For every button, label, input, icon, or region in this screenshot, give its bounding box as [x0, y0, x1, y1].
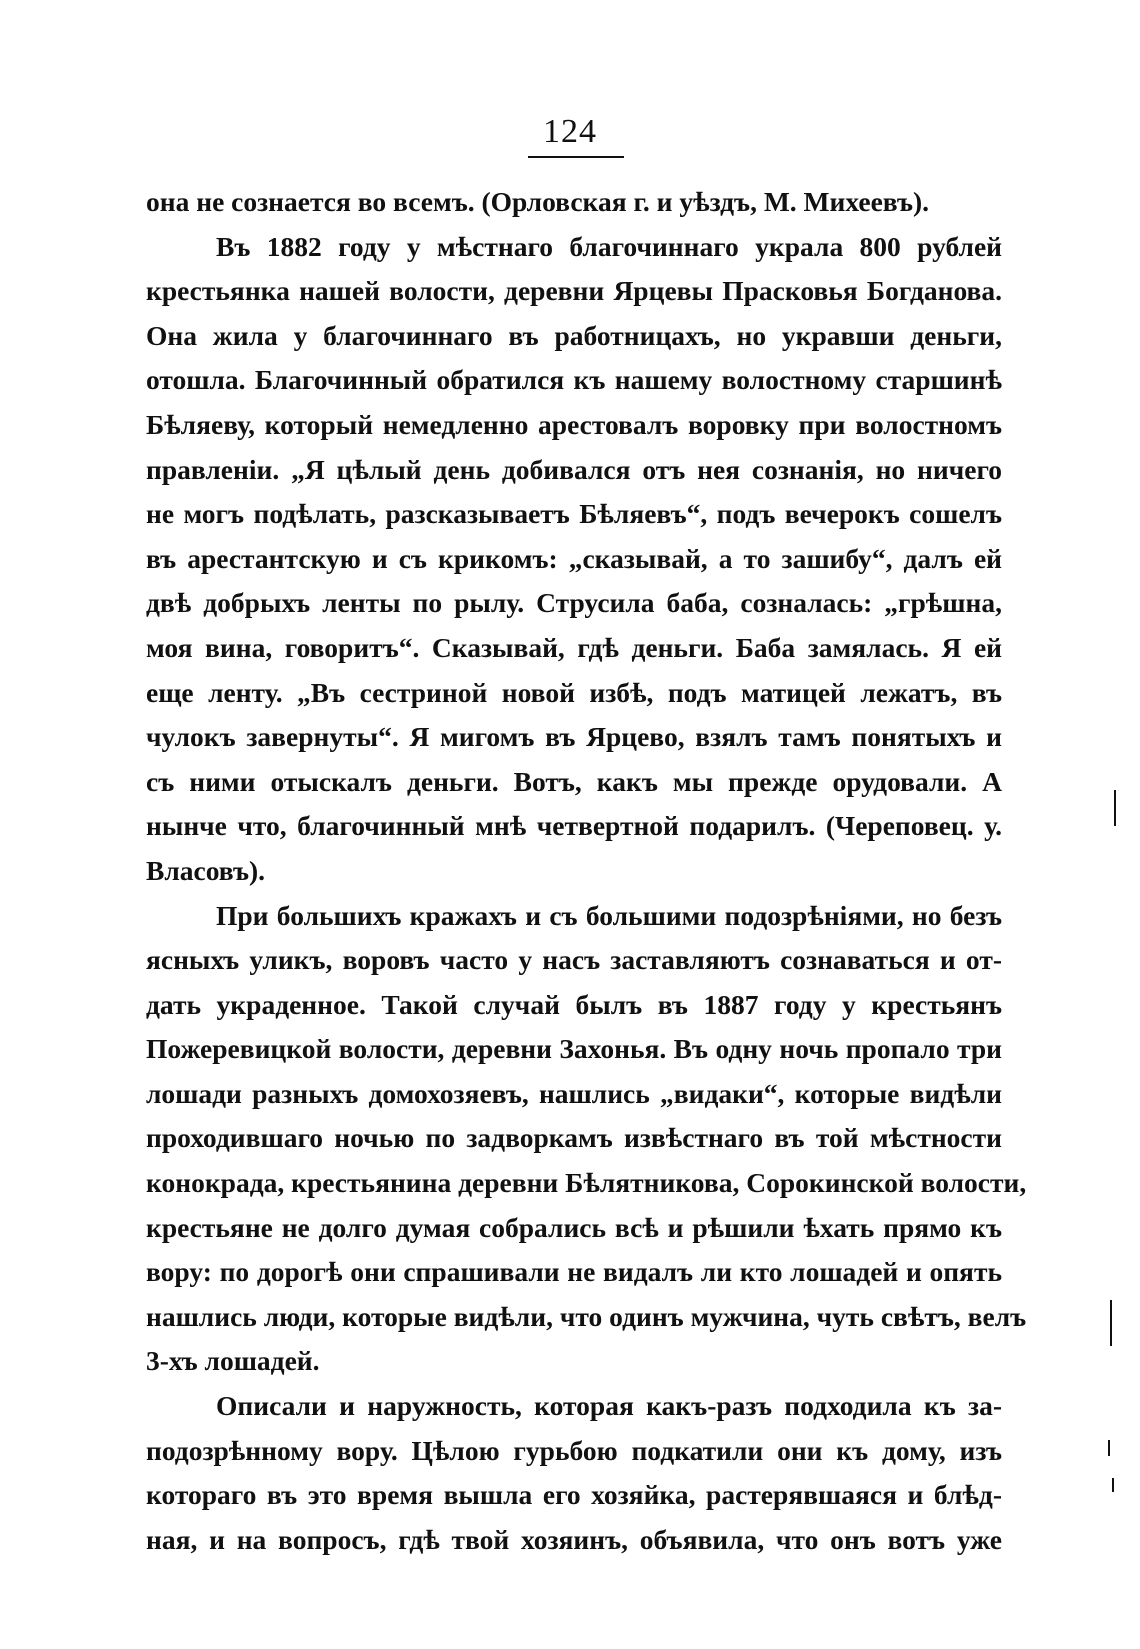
text-line: дать украденное. Такой случай былъ въ 1887 году у крестьянъ	[146, 988, 1002, 1020]
text-line: моя вина, говоритъ“. Сказывай, гдѣ деньги. Баба замялась. Я ей	[146, 631, 1002, 663]
text-line: правленіи. „Я цѣлый день добивался отъ нея сознанія, но ничего	[146, 453, 1002, 485]
margin-scan-mark	[1114, 790, 1116, 826]
text-line: ная, и на вопросъ, гдѣ твой хозяинъ, объявила, что онъ вотъ уже	[146, 1523, 1002, 1555]
text-line: двѣ добрыхъ ленты по рылу. Струсила баба, созналась: „грѣшна,	[146, 587, 1002, 619]
text-line: чулокъ завернуты“. Я мигомъ въ Ярцево, взялъ тамъ понятыхъ и	[146, 721, 1002, 753]
page-number: 124	[543, 113, 597, 150]
text-line: не могъ подѣлать, разсказываетъ Бѣляевъ“, подъ вечерокъ сошелъ	[146, 498, 1002, 530]
text-line: лошади разныхъ домохозяевъ, нашлись „видаки“, которые видѣли	[146, 1077, 1002, 1109]
margin-scan-mark	[1108, 1440, 1110, 1456]
text-line: Описали и наружность, которая какъ-разъ подходила къ за-	[216, 1390, 1002, 1422]
text-line: вору: по дорогѣ они спрашивали не видалъ ли кто лошадей и опять	[146, 1256, 1002, 1288]
text-line: крестьянка нашей волости, деревни Ярцевы Прасковья Богданова.	[146, 275, 1002, 307]
text-line: подозрѣнному вору. Цѣлою гурьбою подкатили они къ дому, изъ	[146, 1434, 1002, 1466]
text-line: конокрада, крестьянина деревни Бѣлятникова, Сорокинской волости,	[146, 1167, 1027, 1199]
text-line: нынче что, благочинный мнѣ четвертной подарилъ. (Череповец. у.	[146, 810, 1002, 842]
text-line: При большихъ кражахъ и съ большими подозрѣніями, но безъ	[216, 899, 1002, 931]
text-line: Власовъ).	[146, 854, 266, 886]
text-line: крестьяне не долго думая собрались всѣ и рѣшили ѣхать прямо къ	[146, 1211, 1002, 1243]
text-line: Она жила у благочиннаго въ работницахъ, но укравши деньги,	[146, 319, 1002, 351]
text-line: ясныхъ уликъ, воровъ часто у насъ заставляютъ сознаваться и от-	[146, 944, 1002, 976]
text-line: съ ними отыскалъ деньги. Вотъ, какъ мы прежде орудовали. А	[146, 765, 1002, 797]
margin-scan-mark	[1110, 1300, 1112, 1346]
page-number-rule	[528, 156, 624, 158]
margin-scan-mark	[1112, 1478, 1114, 1492]
text-line: Бѣляеву, который немедленно арестовалъ воровку при волостномъ	[146, 408, 1002, 440]
text-line: 3-хъ лошадей.	[146, 1345, 320, 1377]
text-line: Въ 1882 году у мѣстнаго благочиннаго украла 800 рублей	[216, 230, 1002, 262]
body-text	[146, 180, 1027, 1562]
text-line: Пожеревицкой волости, деревни Захонья. Въ одну ночь пропало три	[146, 1033, 1002, 1065]
text-line: котораго въ это время вышла его хозяйка, растерявшаяся и блѣд-	[146, 1479, 1002, 1511]
text-line: она не сознается во всемъ. (Орловская г. и уѣздъ, М. Михеевъ).	[146, 186, 930, 217]
text-line: нашлись люди, которые видѣли, что одинъ мужчина, чуть свѣтъ, велъ	[146, 1300, 1027, 1332]
text-line: въ арестантскую и съ крикомъ: „сказывай, а то зашибу“, далъ ей	[146, 542, 1002, 574]
text-line: еще ленту. „Въ сестриной новой избѣ, подъ матицей лежатъ, въ	[146, 676, 1002, 708]
text-line: проходившаго ночью по задворкамъ извѣстнаго въ той мѣстности	[146, 1122, 1002, 1154]
text-line: отошла. Благочинный обратился къ нашему волостному старшинѣ	[146, 364, 1002, 396]
